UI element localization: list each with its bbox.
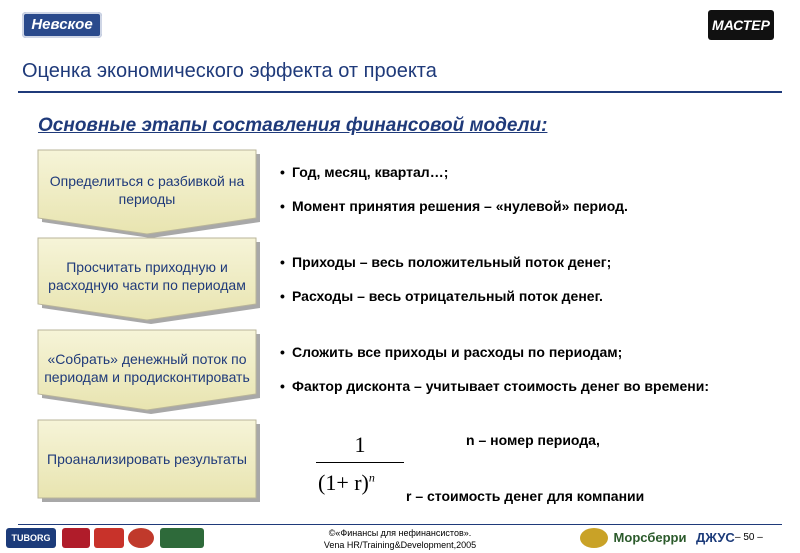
stage-1-label: Определиться с разбивкой на периоды: [49, 173, 245, 207]
formula-denominator: $(1+ r)^n$: [318, 470, 375, 495]
brand-logo: [160, 528, 204, 548]
bullet-item: • Момент принятия решения – «нулевой» период.: [280, 198, 628, 214]
brand-logo: [580, 528, 608, 548]
footer-divider: [18, 524, 782, 525]
brand-logo: [62, 528, 90, 548]
page-number: – 50 –: [735, 532, 763, 543]
bullet-item: • Расходы – весь отрицательный поток денег.: [280, 288, 603, 304]
stage-4-label: Проанализировать результаты: [47, 451, 247, 467]
master-logo: МАСТЕР: [708, 10, 774, 40]
note-n: n – номер периода,: [466, 432, 600, 448]
morsberry-logo: Морсберри: [613, 530, 687, 545]
brand-logo: [94, 528, 124, 548]
note-r: r – стоимость денег для компании: [406, 488, 645, 504]
fraction-line: [316, 462, 404, 463]
bullet-item: • Приходы – весь положительный поток денег;: [280, 254, 612, 270]
copyright: ©«Финансы для нефинансистов». Vena HR/Training&Development,2005: [323, 528, 477, 550]
juice-logo: ДЖУС: [696, 530, 735, 545]
tuborg-logo: TUBORG: [6, 528, 56, 548]
discount-formula: [316, 432, 404, 498]
stage-2-label: Просчитать приходную и расходную части по периодам: [48, 259, 246, 293]
brand-logo: [128, 528, 154, 548]
bullet-item: • Год, месяц, квартал…;: [280, 164, 449, 180]
page-title: Оценка экономического эффекта от проекта: [22, 60, 437, 82]
bullet-item: • Фактор дисконта – учитывает стоимость денег во времени:: [280, 378, 710, 394]
formula-numerator: 1: [354, 432, 366, 457]
stage-3-label: «Собрать» денежный поток по периодам и продисконтировать: [44, 351, 250, 385]
nevskoe-logo: Невское: [22, 12, 102, 38]
bullet-item: • Сложить все приходы и расходы по периодам;: [280, 344, 623, 360]
slide-subtitle: Основные этапы составления финансовой модели:: [38, 115, 548, 136]
